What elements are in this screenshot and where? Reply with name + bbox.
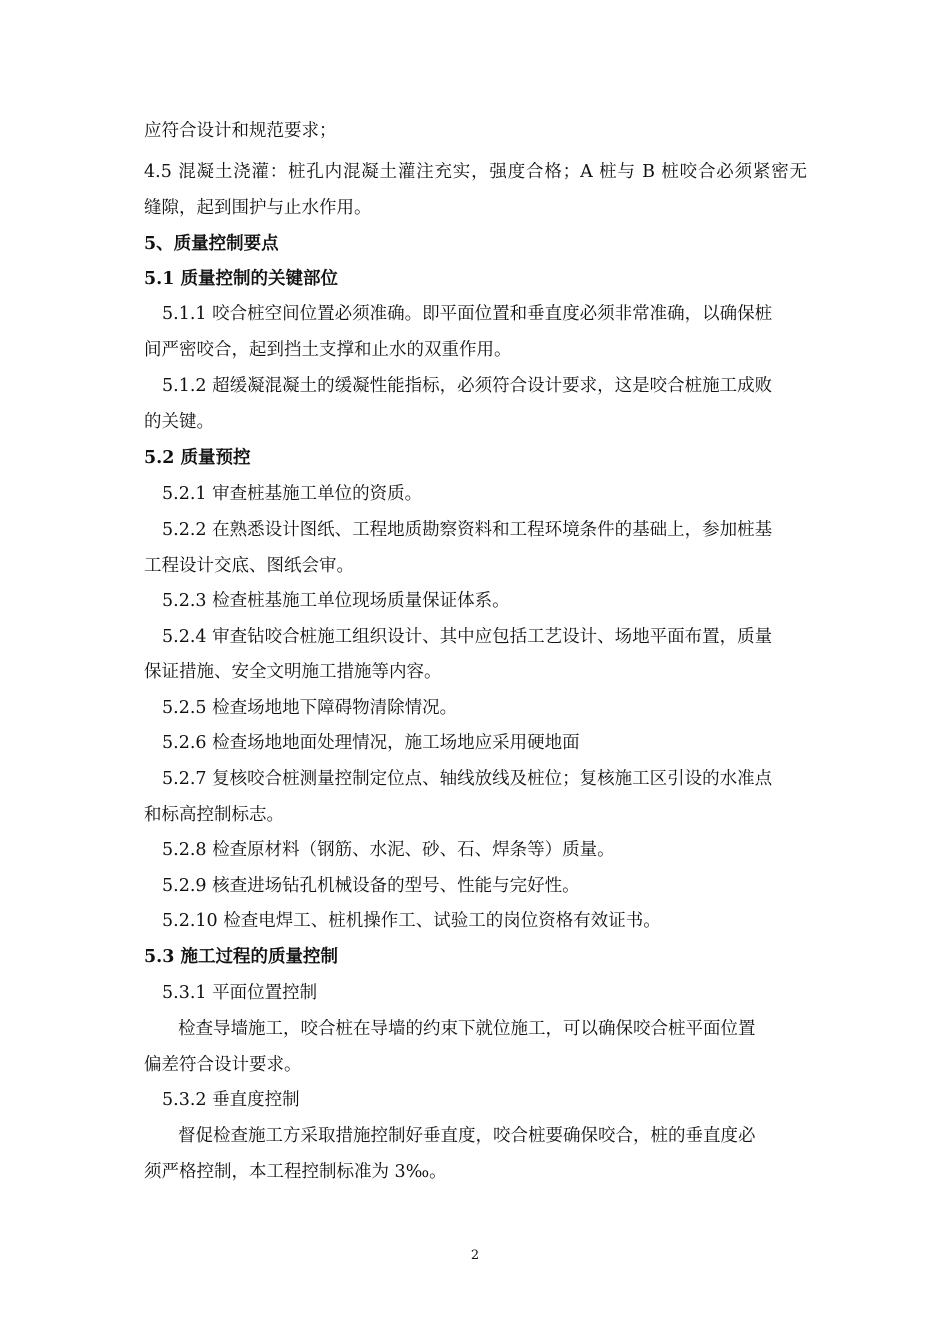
text-line: 的关键。 <box>144 412 214 432</box>
text-line: 5.2.7 复核咬合桩测量控制定位点、轴线放线及桩位；复核施工区引设的水准点 <box>162 769 773 789</box>
text-line: 5.1.2 超缓凝混凝土的缓凝性能指标，必须符合设计要求，这是咬合桩施工成败 <box>162 376 773 396</box>
text-line: 工程设计交底、图纸会审。 <box>144 556 354 576</box>
text-line: 5.2.4 审查钻咬合桩施工组织设计、其中应包括工艺设计、场地平面布置，质量 <box>162 627 773 647</box>
text-line: 5.2.9 核查进场钻孔机械设备的型号、性能与完好性。 <box>162 876 580 896</box>
text-line: 5.2.2 在熟悉设计图纸、工程地质勘察资料和工程环境条件的基础上，参加桩基 <box>162 520 773 540</box>
text-line: 和标高控制标志。 <box>144 805 284 825</box>
page-number: 2 <box>470 1248 480 1263</box>
text-line: 检查导墙施工，咬合桩在导墙的约束下就位施工，可以确保咬合桩平面位置 <box>178 1019 756 1039</box>
text-line: 5.2.5 检查场地地下障碍物清除情况。 <box>162 698 458 718</box>
text-line: 5.2.1 审查桩基施工单位的资质。 <box>162 484 423 504</box>
text-line: 5.2.6 检查场地地面处理情况，施工场地应采用硬地面 <box>162 733 580 753</box>
text-line: 5.1.1 咬合桩空间位置必须准确。即平面位置和垂直度必须非常准确，以确保桩 <box>162 304 773 324</box>
text-line: 5.2.3 检查桩基施工单位现场质量保证体系。 <box>162 591 510 611</box>
text-line: 4.5 混凝土浇灌：桩孔内混凝土灌注充实，强度合格；A 桩与 B 桩咬合必须紧密无 <box>144 162 807 182</box>
text-line: 须严格控制，本工程控制标准为 3‰。 <box>144 1162 447 1182</box>
text-line: 保证措施、安全文明施工措施等内容。 <box>144 662 442 682</box>
text-line: 5.2.10 检查电焊工、桩机操作工、试验工的岗位资格有效证书。 <box>162 911 661 931</box>
subsection-heading: 5.1 质量控制的关键部位 <box>144 269 339 289</box>
section-heading: 5、质量控制要点 <box>144 234 279 254</box>
text-line: 5.3.2 垂直度控制 <box>162 1090 300 1110</box>
text-line: 应符合设计和规范要求； <box>144 121 337 141</box>
text-line: 缝隙，起到围护与止水作用。 <box>144 198 372 218</box>
text-line: 偏差符合设计要求。 <box>144 1055 302 1075</box>
subsection-heading: 5.3 施工过程的质量控制 <box>144 947 339 967</box>
subsection-heading: 5.2 质量预控 <box>144 448 251 468</box>
text-line: 5.2.8 检查原材料（钢筋、水泥、砂、石、焊条等）质量。 <box>162 840 615 860</box>
text-line: 督促检查施工方采取措施控制好垂直度，咬合桩要确保咬合，桩的垂直度必 <box>178 1126 756 1146</box>
text-line: 间严密咬合，起到挡土支撑和止水的双重作用。 <box>144 340 512 360</box>
text-line: 5.3.1 平面位置控制 <box>162 983 318 1003</box>
